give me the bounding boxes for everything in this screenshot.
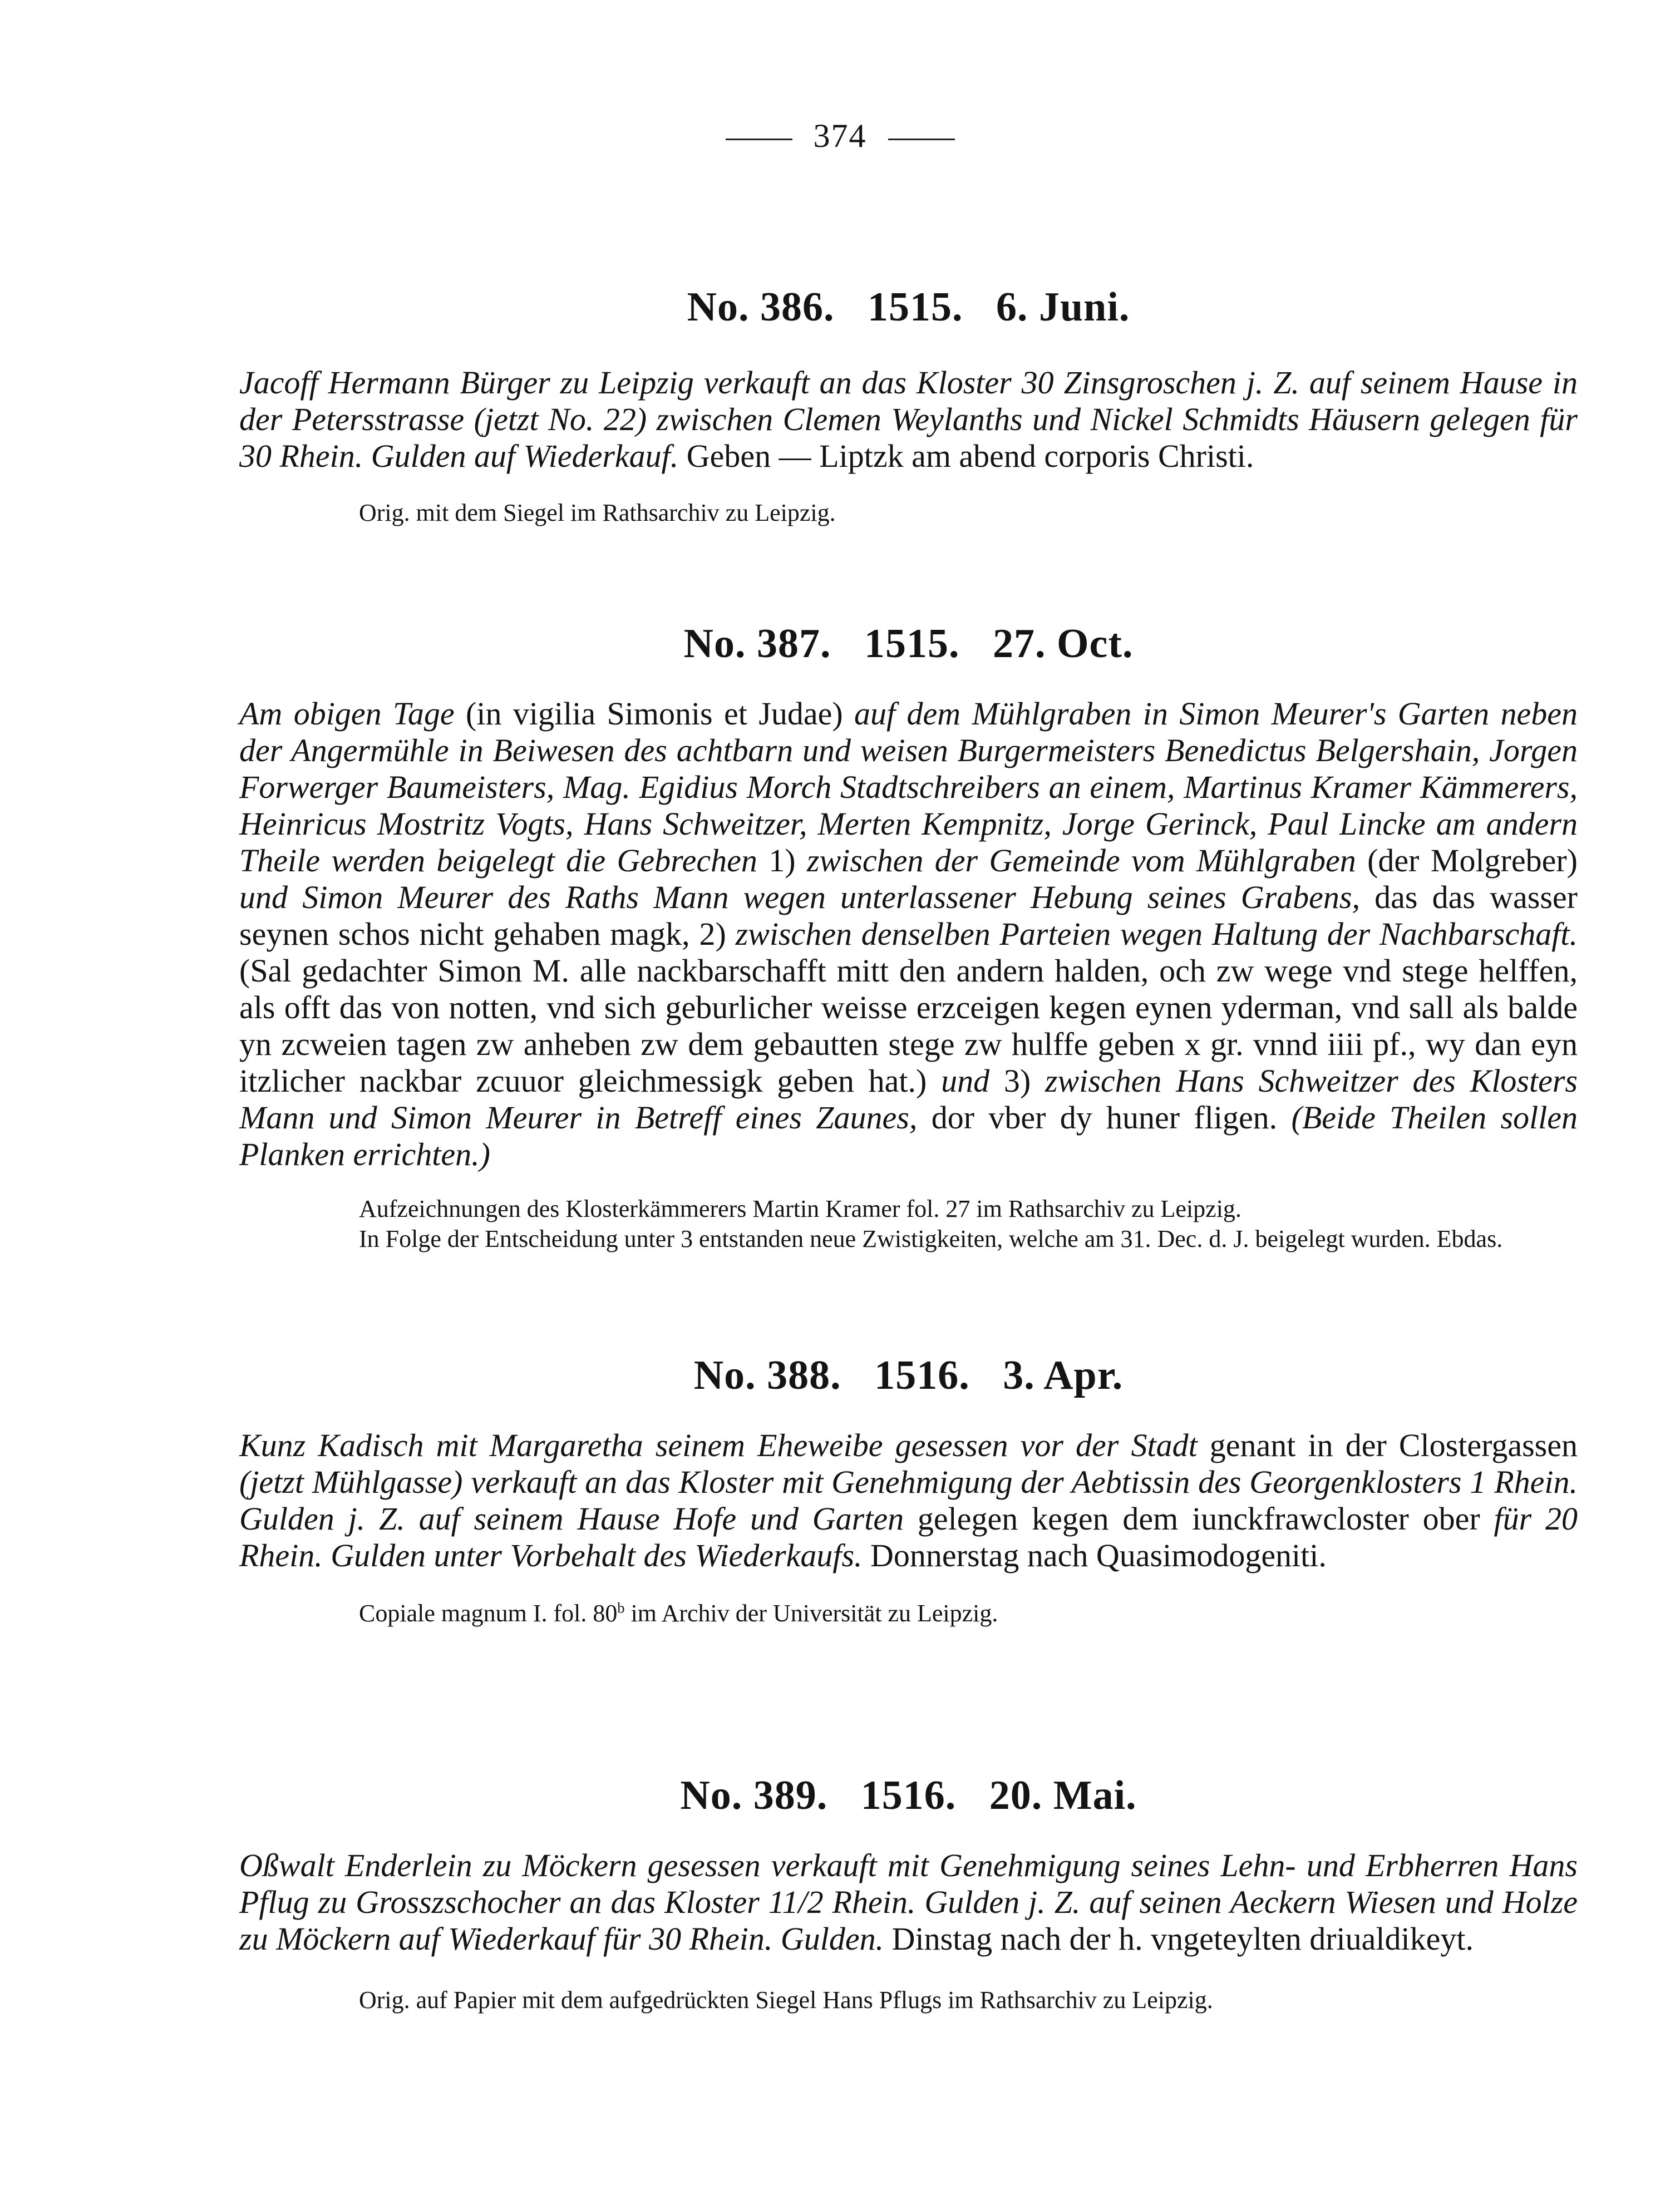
regest-italic: Jacoff Hermann Bürger zu Leipzig verkauft an das Kloster 30 Zinsgroschen j. Z. auf seinem Hause in der Petersstrasse (jetzt No. 22) zwischen Clemen Weylanths und Nickel Schmidts Häusern gelegen für 30 Rhein. Gulden auf Wiederkauf. xyxy=(239,364,1578,474)
entry-date: 3. Apr. xyxy=(1003,1353,1124,1398)
regest-roman: dor vber dy huner fligen. xyxy=(917,1099,1292,1136)
regest-italic: auf dem Mühlgraben in Simon Meurer's Garten neben der Angermühle in Beiwesen des achtbarn und weisen Burgermeisters Benedictus Belgershain, Jorgen Forwerger Baumeisters, Mag. Egidius Morch Stadtschreibers an einem, Martinus Kramer Kämmerers, Heinricus Mostritz Vogts, Hans Schweitzer, Merten Kempnitz, Jorge Gerinck, Paul Lincke am andern Theile werden beigelegt die Gebrechen xyxy=(239,695,1578,879)
regest-roman: (Sal gedachter Simon M. alle nackbarschafft mitt den andern halden, och zw wege vnd stege helffen, als offt das von notten, vnd sich geburlicher weisse erzceigen kegen eynen yderman, vnd sall als balde yn zcweien tagen zw anheben zw dem gebautten stege zw hulffe geben x gr. vnnd iiii pf., wy dan eyn itzlicher nackbar zcuuor gleichmessigk geben hat.) xyxy=(239,953,1578,1099)
entry-year: 1515. xyxy=(868,284,963,330)
regest-italic: für 20 Rhein. Gulden unter Vorbehalt des Wiederkaufs. xyxy=(239,1501,1578,1573)
entry-heading xyxy=(239,284,1578,331)
fraction-half: 1/2 xyxy=(782,1884,824,1920)
regest-roman: Geben — Liptzk am abend corporis Christi. xyxy=(678,438,1254,474)
source-text-rest: im Archiv der Universität zu Leipzig. xyxy=(624,1600,998,1627)
regest-italic: Am obigen Tage xyxy=(239,695,455,732)
entry-year: 1516. xyxy=(860,1773,957,1818)
entry-389 xyxy=(239,1772,1578,2015)
regest-italic: zwischen Hans Schweitzer des Klosters Mann und Simon Meurer in Betreff eines Zaunes, xyxy=(239,1063,1578,1136)
regest-roman: Dinstag nach der h. vngeteylten driualdikeyt. xyxy=(884,1921,1474,1957)
entry-source-note: Orig. mit dem Siegel im Rathsarchiv zu Leipzig. xyxy=(359,499,836,526)
regest-roman: Donnerstag nach Quasimodogeniti. xyxy=(862,1537,1327,1573)
regest-roman: genant in der Clostergassen xyxy=(1197,1427,1578,1463)
regest-roman: 3) xyxy=(989,1063,1045,1099)
regest-roman: 1) xyxy=(757,842,807,879)
entry-heading xyxy=(239,1352,1578,1399)
source-text: Copiale magnum I. fol. 80 xyxy=(359,1600,618,1627)
entry-heading xyxy=(239,620,1578,668)
regest-italic: (jetzt Mühlgasse) verkauft an das Kloster mit Genehmigung der Aebtissin des Georgenklosters 1 Rhein. Gulden j. Z. auf seinem Hause Hofe und Garten xyxy=(239,1464,1578,1537)
entry-regest xyxy=(239,1427,1578,1574)
regest-roman: (in vigilia Simonis et Judae) xyxy=(454,695,855,732)
regest-italic: zwischen denselben Parteien wegen Haltung der Nachbarschaft. xyxy=(735,916,1578,952)
entry-regest xyxy=(239,695,1578,1173)
regest-italic: zwischen der Gemeinde vom Mühlgraben xyxy=(806,842,1356,879)
page-number xyxy=(0,117,1680,155)
page-number-text: 374 xyxy=(813,117,867,154)
regest-roman: (der Molgreber) xyxy=(1356,842,1578,879)
entry-regest xyxy=(239,1847,1578,1957)
folio-superscript: b xyxy=(617,1599,625,1616)
regest-italic: Oßwalt Enderlein zu Möckern gesessen verkauft mit Genehmigung seines Lehn- und Erbherren Hans Pflug zu Grosszschocher an das Kloster 1 xyxy=(239,1847,1578,1920)
entry-date: 27. Oct. xyxy=(992,621,1134,667)
regest-italic: Rhein. Gulden j. Z. auf seinen Aeckern Wiesen und Holze zu Möckern auf Wiederkauf für 30 Rhein. Gulden. xyxy=(239,1884,1578,1957)
page-number-dash-right xyxy=(888,139,955,140)
regest-italic: und Simon Meurer des Raths Mann wegen unterlassener Hebung seines Grabens, xyxy=(239,879,1360,915)
regest-roman: das das wasser seynen schos nicht gehaben magk, 2) xyxy=(239,879,1578,952)
entry-year: 1516. xyxy=(874,1353,970,1398)
entry-regest xyxy=(239,364,1578,475)
entry-388 xyxy=(239,1352,1578,1629)
entry-heading xyxy=(239,1772,1578,1819)
entry-number: No. 387. xyxy=(683,621,831,667)
entry-followup-note: In Folge der Entscheidung unter 3 entstanden neue Zwistigkeiten, welche am 31. Dec. d. J. beigelegt wurden. Ebdas. xyxy=(359,1225,1503,1252)
entry-386 xyxy=(239,284,1578,528)
regest-italic: Kunz Kadisch mit Margaretha seinem Eheweibe gesessen vor der Stadt xyxy=(239,1427,1198,1463)
entry-387 xyxy=(239,620,1578,1254)
entry-source-note: Orig. auf Papier mit dem aufgedrückten Siegel Hans Pflugs im Rathsarchiv zu Leipzig. xyxy=(359,1986,1213,2014)
entry-date: 20. Mai. xyxy=(989,1773,1137,1818)
entry-year: 1515. xyxy=(864,621,960,667)
regest-italic: und xyxy=(941,1063,990,1099)
entry-number: No. 386. xyxy=(687,284,835,330)
entry-number: No. 388. xyxy=(693,1353,841,1398)
entry-number: No. 389. xyxy=(680,1773,828,1818)
entry-source-note: Aufzeichnungen des Klosterkämmerers Martin Kramer fol. 27 im Rathsarchiv zu Leipzig. xyxy=(359,1195,1241,1222)
entry-source-note xyxy=(239,1599,1578,1629)
entry-date: 6. Juni. xyxy=(996,284,1130,330)
regest-italic: (Beide Theilen sollen Planken errichten.) xyxy=(239,1099,1578,1172)
regest-roman: gelegen kegen dem iunckfrawcloster ober xyxy=(904,1501,1494,1537)
page-number-dash-left xyxy=(726,139,792,140)
